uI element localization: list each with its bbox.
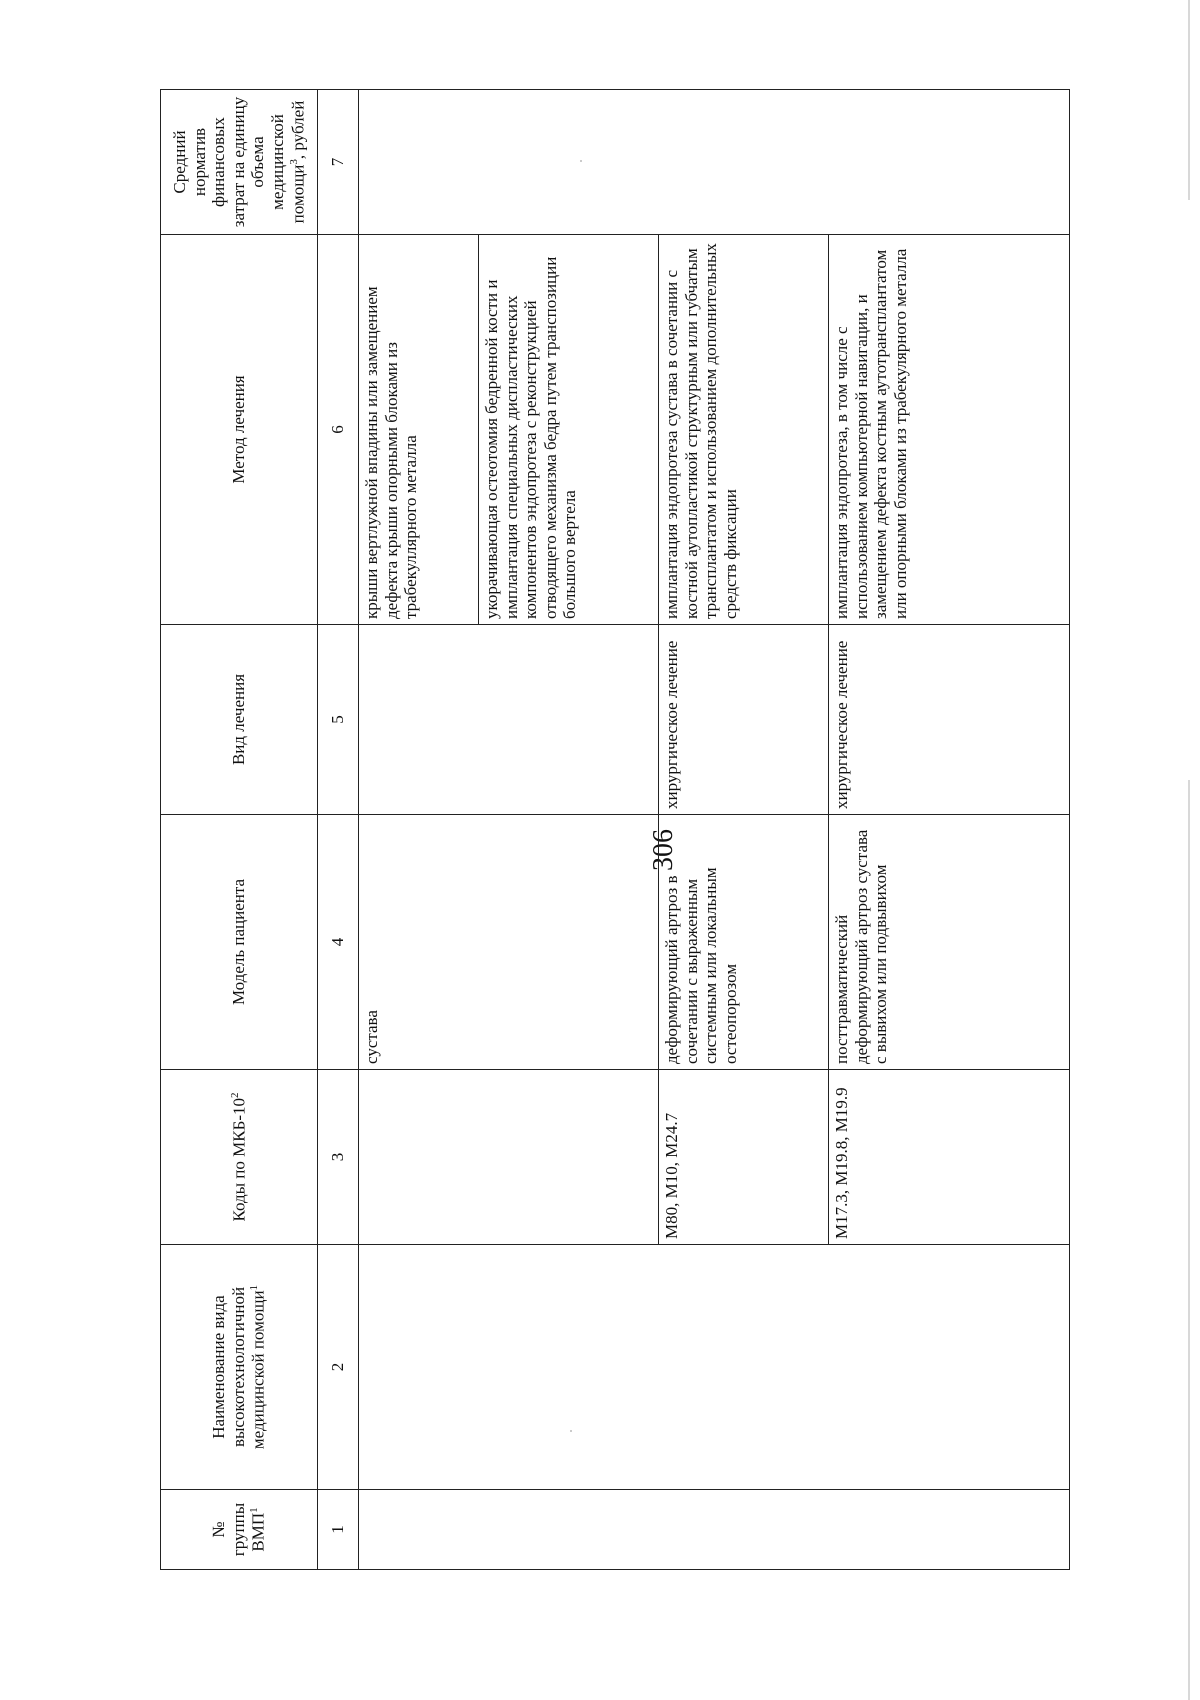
icd-codes-cell: M17.3, M19.8, M19.9 bbox=[829, 1070, 1070, 1245]
vmp-table bbox=[160, 89, 1070, 1570]
header-cost-norm: Средний норматив финансовых затрат на единицу объема медицинской помощи$^3$, рублей bbox=[161, 90, 318, 235]
scan-edge-line bbox=[1188, 780, 1190, 1700]
scan-edge-line bbox=[1188, 0, 1190, 200]
treatment-type-cell: хирургическое лечение bbox=[829, 625, 1070, 815]
treatment-method-cell: укорачивающая остеотомия бедренной кости и имплантация специальных диспластических компонентов эндопротеза с реконструкцией отводящего механизма бедра путем транспозиции большого вертела bbox=[479, 235, 659, 625]
header-treatment-method: Метод лечения bbox=[161, 235, 318, 625]
patient-model-cell: деформирующий артроз в сочетании с выраженным системным или локальным остеопорозом bbox=[659, 815, 829, 1070]
header-group-number: № группы ВМП$^1$ bbox=[161, 1490, 318, 1570]
col-number: 1 bbox=[318, 1490, 359, 1570]
col-number: 5 bbox=[318, 625, 359, 815]
column-number-row bbox=[318, 90, 359, 1570]
header-treatment-type: Вид лечения bbox=[161, 625, 318, 815]
scan-speck bbox=[570, 1430, 572, 1432]
page-number: 306 bbox=[648, 829, 679, 871]
vmp-name-cell bbox=[359, 1245, 1070, 1490]
col-number: 4 bbox=[318, 815, 359, 1070]
col-number: 3 bbox=[318, 1070, 359, 1245]
treatment-method-cell: имплантация эндопротеза, в том числе с использованием компьютерной навигации, и замещением дефекта костным аутотрансплантатом или опорными блоками из трабекулярного металла bbox=[829, 235, 1070, 625]
rotated-table-wrapper bbox=[160, 90, 1070, 1570]
table-row bbox=[359, 90, 479, 1570]
header-row bbox=[161, 90, 318, 1570]
header-patient-model: Модель пациента bbox=[161, 815, 318, 1070]
treatment-method-cell: имплантация эндопротеза сустава в сочетании с костной аутопластикой структурным или губчатым трансплантатом и использованием дополнительных средств фиксации bbox=[659, 235, 829, 625]
patient-model-cell: посттравматический деформирующий артроз сустава с вывихом или подвывихом bbox=[829, 815, 1070, 1070]
scan-speck bbox=[580, 160, 582, 162]
treatment-type-cell bbox=[359, 625, 659, 815]
icd-codes-cell: M80, M10, M24.7 bbox=[659, 1070, 829, 1245]
header-icd-codes: Коды по МКБ-$10^2$ bbox=[161, 1070, 318, 1245]
group-number-cell bbox=[359, 1490, 1070, 1570]
patient-model-cell: сустава bbox=[359, 815, 659, 1070]
treatment-method-cell: крыши вертлужной впадины или замещением дефекта крыши опорными блоками из трабекуллярного металла bbox=[359, 235, 479, 625]
header-vmp-name: Наименование вида высокотехнологичной медицинской помощи$^1$ bbox=[161, 1245, 318, 1490]
icd-codes-cell bbox=[359, 1070, 659, 1245]
cost-norm-cell bbox=[359, 90, 1070, 235]
col-number: 7 bbox=[318, 90, 359, 235]
col-number: 2 bbox=[318, 1245, 359, 1490]
treatment-type-cell: хирургическое лечение bbox=[659, 625, 829, 815]
col-number: 6 bbox=[318, 235, 359, 625]
